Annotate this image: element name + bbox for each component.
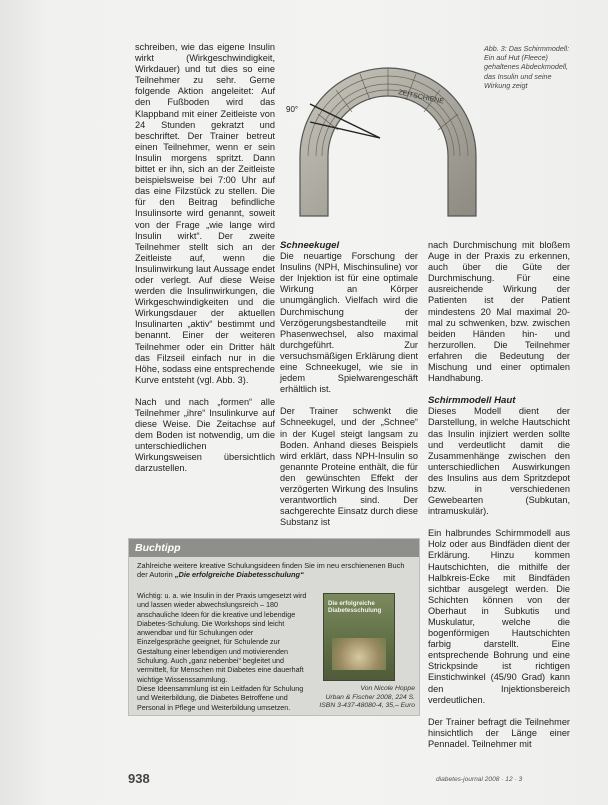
heading-schirmmodell: Schirmmodell Haut: [428, 395, 516, 407]
left-paragraph-2: Nach und nach „formen“ alle Teilnehmer „ihre“ Insulinkurve auf diese Weise. Die Zeitachse auf dem Boden ist notwendig, um die unterschiedlichen Wirkungsweisen übersichtlich darzustellen.: [135, 396, 275, 474]
book-cover-image: [332, 638, 386, 670]
heading-schneekugel: Schneekugel: [280, 240, 340, 251]
book-credit-author: Von Nicole Hoppe: [360, 685, 415, 692]
right-paragraph-4: Der Trainer befragt die Teilnehmer hinsichtlich der Länge einer Pennadel. Teilnehmer mit: [428, 716, 570, 749]
right-paragraph-3: Ein halbrundes Schirmmodell aus Holz oder aus Bindfäden dient der Erklärung. Hinzu kommen Hautschichten, die mithilfe der Halbkreis-Ecke mit Bindfäden sichtbar ausgelegt werden. Die Schichten können von der Oberhaut in Subkutis und Muskulatur, welche die bogenförmigen Hautschichten farbig darstellt. Eine entsprechende Bohrung und eine Strickpsinde ist richtigen Einstichwinkel (45/90 Grad) kann den Injektionsbereich verdeutlichen.: [428, 528, 570, 705]
ruler-arch-illustration: [280, 26, 480, 226]
page-number: 938: [128, 771, 150, 786]
book-cover-title: Die erfolgreiche Diabetesschulung: [328, 600, 382, 615]
book-tip-body-1: Wichtig: u. a. wie Insulin in der Praxis umgesetzt wird und lassen wieder abwechslungsreich – 180 anschauliche Ideen für die kreative und lebendige Diabetes-Schulung. Die Workshops sind leicht anwendbar und für Schulungen oder Einzelgespräche geeignet, für Schulende zur Gestaltung einer lebendigen und motivierenden Schulung. Auch „ganz nebenbei“ begleitet und vermittelt, für Menschen mit Diabetes eine dauerhaft wichtige Wissenssammlung.: [137, 591, 307, 684]
book-cover: [323, 593, 395, 681]
book-credit: [315, 685, 415, 711]
book-tip-intro: [129, 557, 419, 580]
middle-paragraph-2: Der Trainer schwenkt die Schneekugel, und der „Schnee“ in der Kugel steigt langsam zu Boden. Anhand dieses Beispiels wird erklärt, dass NPH-Insulin so genannte Proteine enthält, die für den gewünschten Effekt der verzögerten Wirkung des Insulins verantwortlich sind. Der sachgerechte Einsatz durch diese Substanz ist: [280, 406, 418, 528]
right-paragraph-2: Dieses Modell dient der Darstellung, in welche Hautschicht das Insulin injiziert werden sollte und verdeutlicht damit die Zusammenhänge zwischen den unterschiedlichen Auswirkungen des Insulins aus dem Spritzdepot bzw. in verschiedenen Gewebearten (Subkutan, intramuskulär).: [428, 406, 570, 517]
book-credit-isbn: ISBN 3-437-48080-4, 35,– Euro: [319, 702, 415, 710]
book-tip-box: [128, 538, 420, 716]
journal-footer: diabetes-journal 2008 · 12 · 3: [436, 776, 523, 783]
figure-caption: Abb. 3: Das Schirmmodell: Ein auf Hut (Fleece) gehaltenes Abdeckmodell, das Insulin und seine Wirkung zeigt: [484, 44, 570, 90]
left-paragraph-1: schreiben, wie das eigene Insulin wirkt (Wirkgeschwindigkeit, Wirkdauer) und tut dies so eine Teilnehmer zu sehr. Gerne folgende Aktion angeleitet: Auf den Fußboden wird das Klappband mit einer Zeitleiste von 24 Stunden gekratzt und beschriftet. Der Trainer betreut einen Teilnehmer, wenn er sein Insulin morgens spritzt. Dann bittet er ihn, sich an der Zeitleiste beispielsweise bei 7:00 Uhr auf das eine Filzstück zu stellen. Die für den Beitrag befindliche Insulinsorte wird genannt, soweit von der Frage „wie lange wird Insulin wirkt“. Der zweite Teilnehmer stellt sich an der Zeitleiste auf, wenn die Insulinwirkung laut Aussage endet oder verlegt. Auf diese Weise werden die Insulinwirkungen, die Wirkgeschwindigkeiten und die Wirkungsdauer der aktuellen Insulinarten „aktiv“ bestimmt und benannt. Einer der weiteren Teilnehmer oder ein Dritter hält das Filzseil einfach nur in die Höhe, sodass eine entsprechende Kurve entsteht (vgl. Abb. 3).: [135, 42, 275, 385]
middle-column: [280, 240, 418, 528]
book-tip-body: [137, 591, 307, 712]
book-tip-intro-text: Zahlreiche weitere kreative Schulungsideen finden Sie im neu erschienenen Buch der Autorin: [137, 561, 405, 580]
left-column: [135, 42, 275, 475]
arch-figure: [280, 26, 480, 226]
middle-paragraph-1: Die neuartige Forschung der Insulins (NPH, Mischinsuline) vor der Injektion ist für eine optimale Wirkung an Körper unumgänglich. Vielfach wird die Durchmischung der Verzögerungsbestandteile mit Phasenwechsel, also maximal durchgeführt. Zur versuchsmäßigen Erklärung dient eine Schneekugel, wie sie in jedem Spielwarengeschäft erhältlich ist.: [280, 251, 418, 395]
right-column: [428, 240, 570, 750]
angle-label: 90°: [286, 105, 299, 114]
arch-text: ZEITSCHIENE: [397, 89, 445, 106]
book-tip-header: Buchtipp: [129, 539, 419, 557]
right-paragraph-1: nach Durchmischung mit bloßem Auge in der Praxis zu erkennen, auch über die Güte der Durchmischung. Für eine ausreichende Wirkung der Patienten ist der Patient mindestens 20 Mal maximal 20-mal zu schwenken, bzw. zwischen beiden Händen hin- und herzurollen. Die Teilnehmer erfahren die Bedeutung der Mischung und einer optimalen Handhabung.: [428, 240, 570, 384]
book-credit-publisher: Urban & Fischer 2008, 224 S.: [325, 693, 415, 701]
book-tip-body-2: Diese Ideensammlung ist ein Leitfaden für Schulung und Weiterbildung, die Diabetes Betroffene und Personal in Pflege und Weiterbildung umsetzen.: [137, 683, 304, 712]
book-tip-book-title: „Die erfolgreiche Diabetesschulung“: [174, 570, 304, 580]
